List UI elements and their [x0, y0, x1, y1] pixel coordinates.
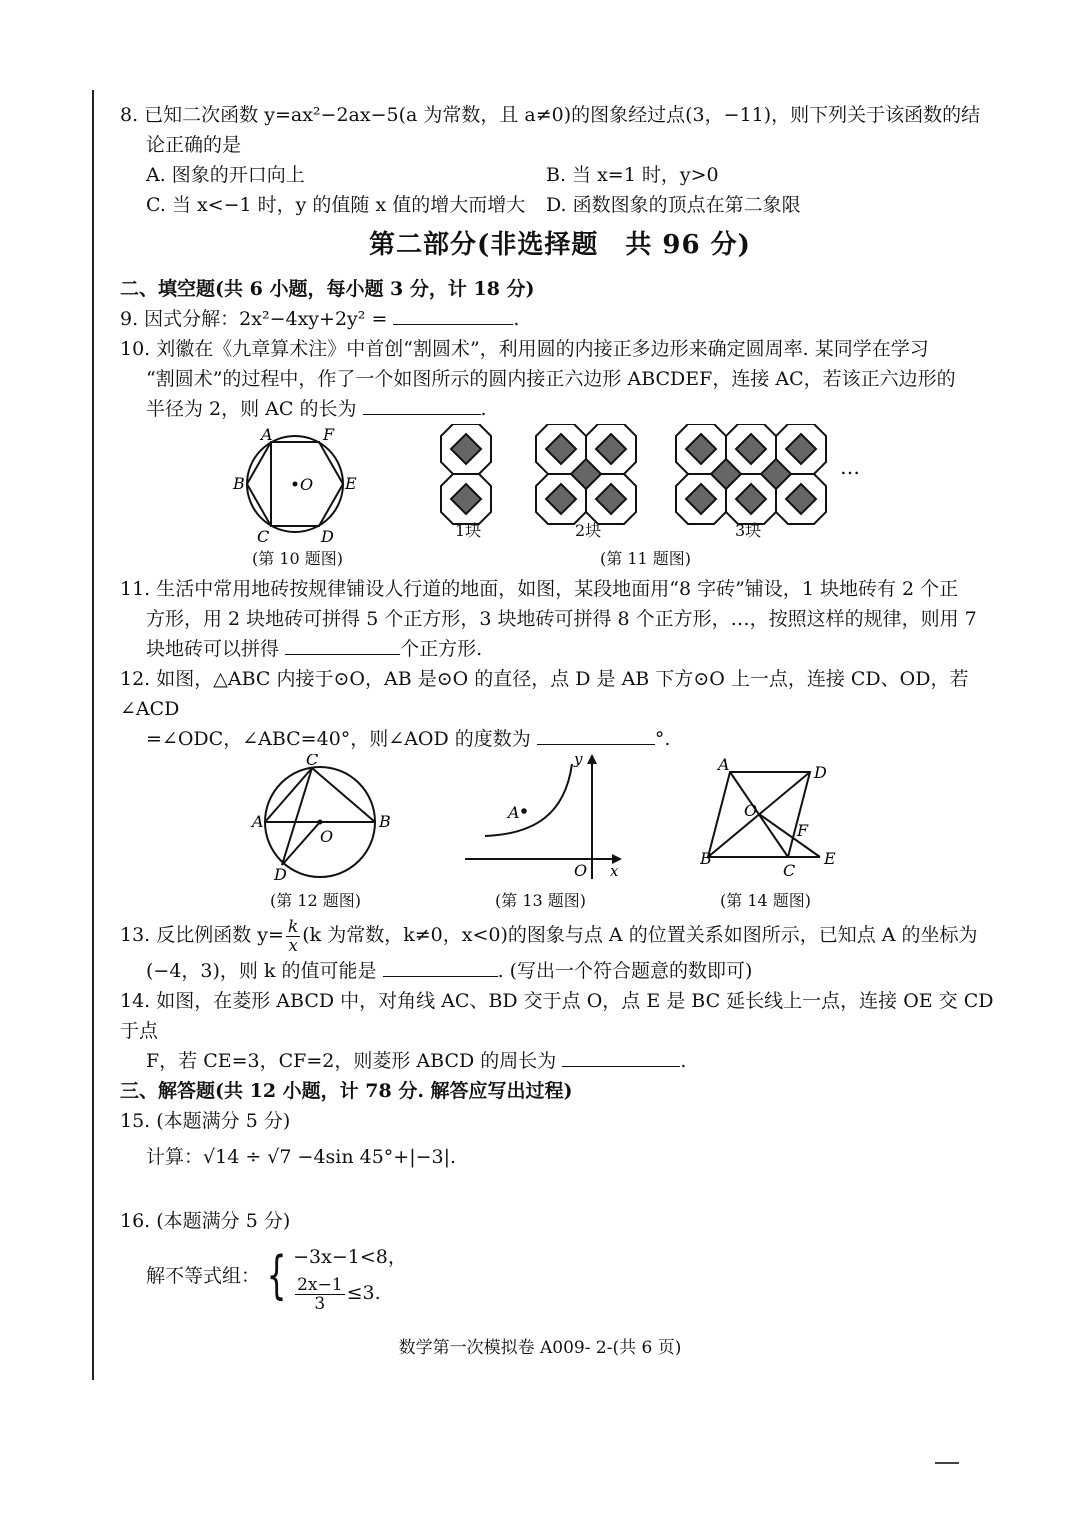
- q8-stem-line1: 8. 已知二次函数 y=ax²−2ax−5(a 为常数，且 a≠0)的图象经过点(3，−11)，则下列关于该函数的结: [120, 104, 981, 126]
- q8-option-b: B. 当 x=1 时，y>0: [546, 164, 719, 186]
- fig14-label-d: D: [814, 763, 827, 782]
- fig10-label-a: A: [261, 425, 273, 444]
- q11-line1: 11. 生活中常用地砖按规律铺设人行道的地面，如图，某段地面用“8 字砖”铺设，1 块地砖有 2 个正: [120, 578, 959, 600]
- q13-line2: [120, 956, 1000, 986]
- q12-line2: [120, 724, 1000, 754]
- q16-ineq2-rest: ≤3.: [346, 1282, 381, 1305]
- q11-line3: [120, 634, 1000, 664]
- q13-answer-blank: [383, 956, 498, 977]
- fig11-caption: (第 11 题图): [600, 549, 692, 568]
- q16-ineq1: −3x−1<8，: [293, 1246, 407, 1269]
- fig13-caption: (第 13 题图): [495, 891, 587, 910]
- q11-line3-end: 个正方形.: [400, 638, 483, 660]
- q9-end: .: [513, 308, 520, 330]
- section2-title: 二、填空题(共 6 小题，每小题 3 分，计 18 分): [120, 278, 535, 300]
- q13-line2-text: (−4，3)，则 k 的值可能是: [146, 960, 377, 982]
- q8-option-c: C. 当 x<−1 时，y 的值随 x 值的增大而增大: [146, 194, 526, 216]
- q16-brace: {: [266, 1246, 287, 1306]
- q8-option-a: A. 图象的开口向上: [146, 164, 305, 186]
- fig10-label-d: D: [321, 527, 334, 546]
- q11-line2: 方形，用 2 块地砖可拼得 5 个正方形，3 块地砖可拼得 8 个正方形，…，按照这样的规律，则用 7: [146, 608, 977, 630]
- fig11-label-3: 3块: [735, 521, 762, 540]
- q16-frac-num: 2x−1: [297, 1274, 343, 1295]
- fig10-center-dot: [293, 482, 298, 487]
- figures-10-11: [120, 424, 1000, 574]
- fig10-label-o: O: [300, 475, 314, 494]
- fig11-ellipsis: …: [840, 455, 860, 479]
- q14-line2-text: F，若 CE=3，CF=2，则菱形 ABCD 的周长为: [146, 1050, 557, 1072]
- q12-line2-text: =∠ODC，∠ABC=40°，则∠AOD 的度数为: [146, 728, 531, 750]
- corner-mark: [935, 1462, 959, 1464]
- fig13-label-o: O: [574, 861, 588, 880]
- fig14-label-c: C: [783, 861, 796, 880]
- section3-title: 三、解答题(共 12 小题，计 78 分. 解答应写出过程): [120, 1080, 573, 1102]
- figure-10-hexagon: [225, 424, 365, 554]
- q9-text: 9. 因式分解：2x²−4xy+2y² =: [120, 308, 388, 330]
- fig10-label-b: B: [233, 474, 245, 493]
- q13-frac-den: x: [288, 935, 298, 956]
- q14-answer-blank: [562, 1046, 680, 1067]
- fig10-caption: (第 10 题图): [252, 549, 344, 568]
- fig12-label-o: O: [320, 827, 334, 846]
- binding-margin-line: [92, 90, 94, 1380]
- q11-line3-text: 块地砖可以拼得: [146, 638, 280, 660]
- fig13-label-a: A: [508, 803, 520, 822]
- fig10-label-c: C: [257, 527, 270, 546]
- q10-answer-blank: [363, 394, 481, 415]
- fig12-label-d: D: [274, 865, 287, 884]
- q13-post: (k 为常数，k≠0，x<0)的图象与点 A 的位置关系如图所示，已知点 A 的坐标为: [302, 924, 978, 946]
- q12-end: °.: [654, 728, 671, 750]
- fig10-label-e: E: [345, 474, 357, 493]
- q16-system: [120, 1236, 1000, 1316]
- q16-label: 解不等式组：: [146, 1265, 261, 1287]
- q14-line1: 14. 如图，在菱形 ABCD 中，对角线 AC、BD 交于点 O，点 E 是 BC 延长线上一点，连接 OE 交 CD 于点: [120, 990, 994, 1042]
- q8-options: [120, 160, 1000, 220]
- question-16: [120, 1206, 1000, 1316]
- q13-fraction: [286, 918, 300, 955]
- q10-line3-text: 半径为 2，则 AC 的长为: [146, 398, 357, 420]
- q13-frac-num: k: [287, 916, 299, 937]
- figure-13-graph: [460, 754, 630, 884]
- q15-body: 计算：√14 ÷ √7 −4sin 45°+|−3|.: [146, 1146, 457, 1168]
- question-8: [120, 100, 1000, 220]
- fig12-caption: (第 12 题图): [270, 891, 362, 910]
- q12-answer-blank: [537, 724, 655, 745]
- q16-inequalities: [293, 1239, 407, 1313]
- question-11: [120, 574, 1000, 664]
- q13-line2-end: . (写出一个符合题意的数即可): [497, 960, 753, 982]
- q10-line2: “割圆术”的过程中，作了一个如图所示的圆内接正六边形 ABCDEF，连接 AC，若该正六边形的: [146, 368, 956, 390]
- question-9: [120, 304, 1000, 334]
- fig13-label-x: x: [610, 862, 619, 880]
- q8-option-d: D. 函数图象的顶点在第二象限: [546, 194, 801, 216]
- fig12-label-c: C: [306, 754, 319, 769]
- question-15: [120, 1106, 1000, 1172]
- q16-fraction: [295, 1276, 344, 1313]
- fig14-label-f: F: [797, 821, 809, 840]
- q10-end: .: [480, 398, 487, 420]
- figure-11-tiles: [436, 424, 876, 544]
- q10-line1: 10. 刘徽在《九章算术注》中首创“割圆术”，利用圆的内接正多边形来确定圆周率. 某同学在学习: [120, 338, 929, 360]
- fig14-caption: (第 14 题图): [720, 891, 812, 910]
- fig13-y-arrow: [587, 754, 597, 764]
- question-14: [120, 986, 1000, 1076]
- fig12-label-b: B: [379, 812, 391, 831]
- fig13-hyperbola: [485, 764, 572, 836]
- q15-head: 15. (本题满分 5 分): [120, 1110, 291, 1132]
- fig12-center-dot: [318, 820, 323, 825]
- figure-14-rhombus: [700, 754, 850, 884]
- figures-12-13-14: [120, 754, 1000, 914]
- question-12: [120, 664, 1000, 754]
- fig13-label-y: y: [574, 754, 583, 768]
- fig12-segment-cd: [282, 768, 312, 865]
- fig12-triangle-abc: [265, 768, 375, 822]
- fig14-label-a: A: [718, 755, 730, 774]
- question-13: [120, 914, 1000, 956]
- exam-page: [120, 100, 1000, 1316]
- q10-line3: [120, 394, 1000, 424]
- page-footer: 数学第一次模拟卷 A009- 2-(共 6 页): [398, 1338, 682, 1358]
- q8-stem-line2: 论正确的是: [146, 134, 242, 156]
- q14-end: .: [680, 1050, 687, 1072]
- part2-title: 第二部分(非选择题 共 96 分): [369, 230, 751, 260]
- fig11-label-1: 1块: [455, 521, 482, 540]
- q14-line2: [120, 1046, 1000, 1076]
- fig10-label-f: F: [323, 425, 335, 444]
- question-10: [120, 334, 1000, 424]
- fig14-label-o: O: [744, 801, 758, 820]
- q16-ineq2: [293, 1275, 407, 1313]
- q11-answer-blank: [285, 634, 400, 655]
- fig11-label-2: 2块: [575, 521, 602, 540]
- figure-12-circle: [240, 754, 400, 884]
- fig12-label-a: A: [252, 812, 264, 831]
- q16-head: 16. (本题满分 5 分): [120, 1210, 291, 1232]
- fig14-label-b: B: [700, 849, 712, 868]
- q9-answer-blank: [393, 304, 513, 325]
- fig13-point-a: [521, 808, 527, 814]
- q12-line1: 12. 如图，△ABC 内接于⊙O，AB 是⊙O 的直径，点 D 是 AB 下方⊙O 上一点，连接 CD、OD，若∠ACD: [120, 668, 969, 720]
- fig14-label-e: E: [824, 849, 836, 868]
- q16-frac-den: 3: [314, 1293, 326, 1314]
- q13-pre: 13. 反比例函数 y=: [120, 924, 284, 946]
